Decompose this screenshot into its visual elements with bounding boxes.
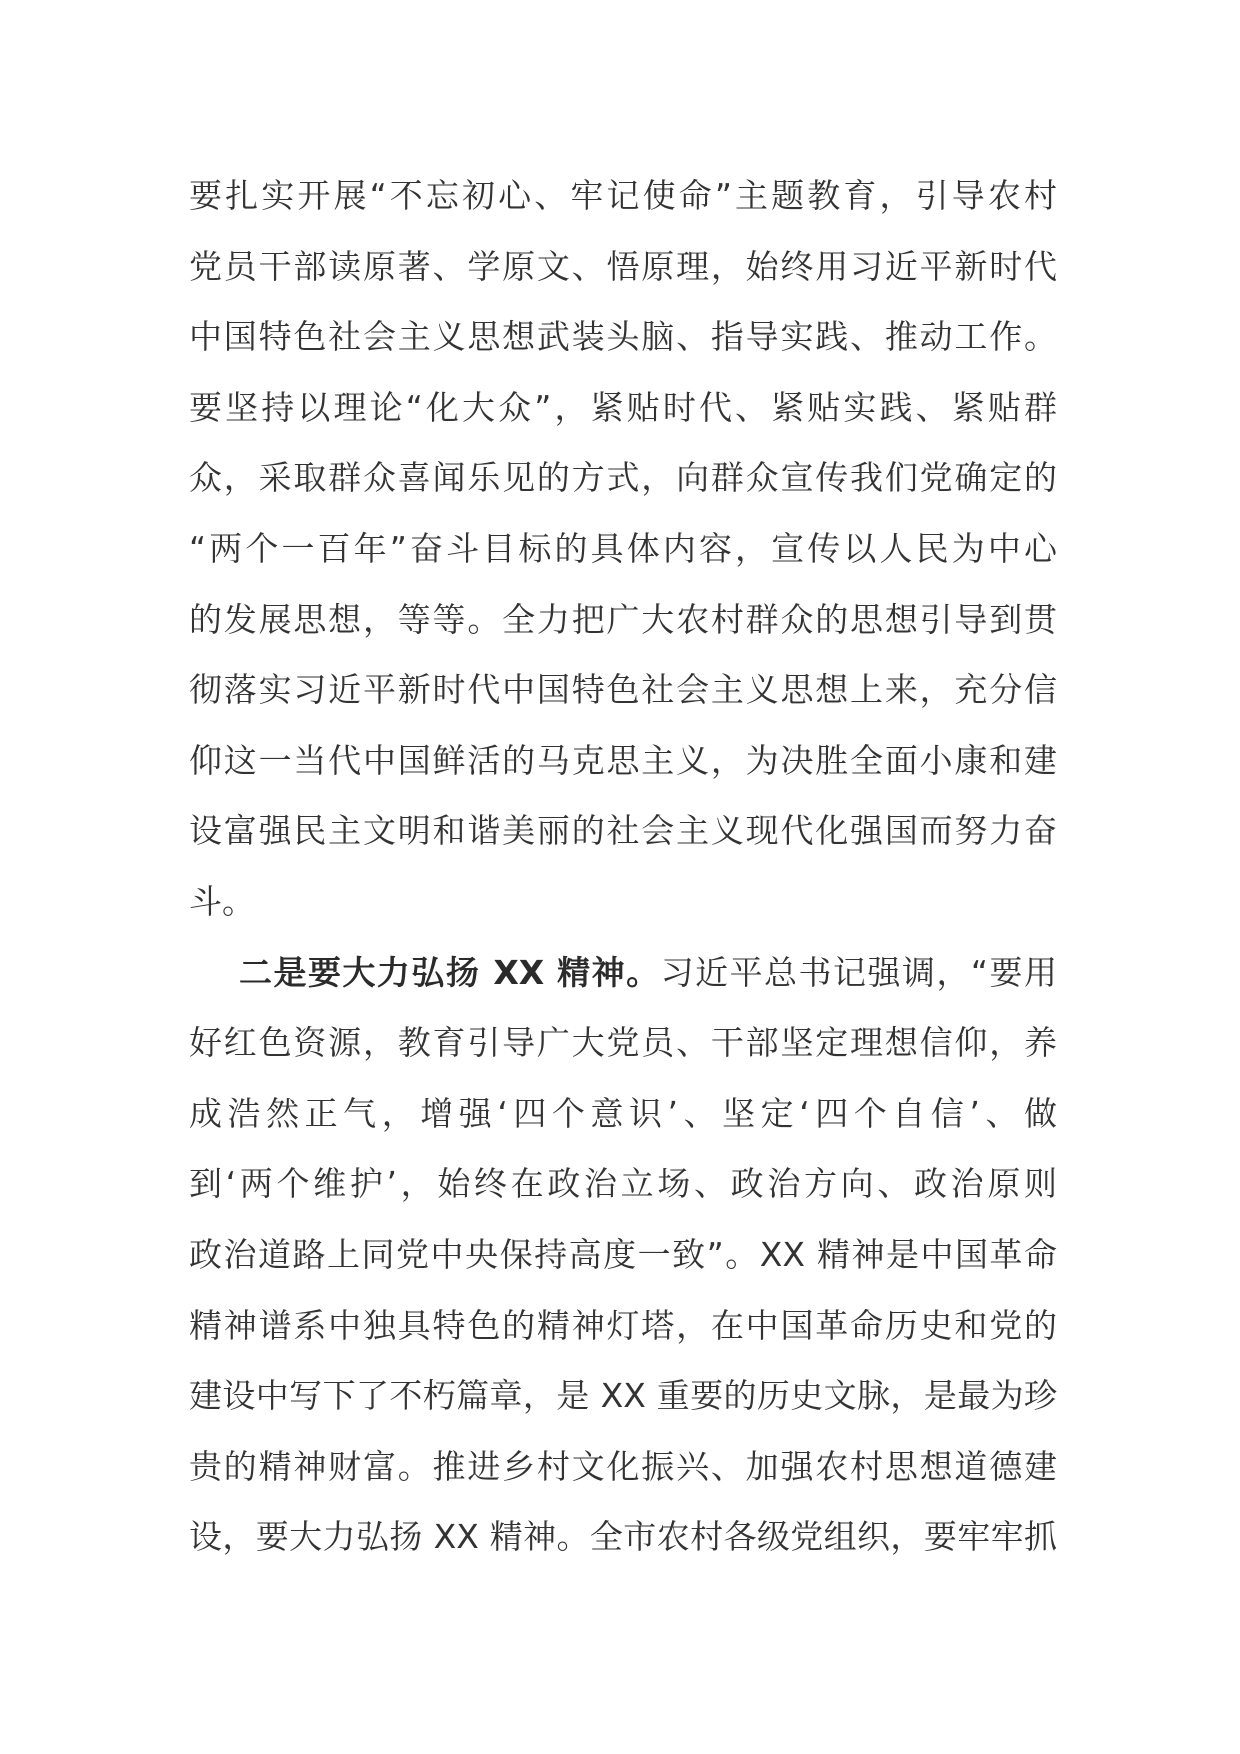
text-line: 要坚持以理论“化大众”，紧贴时代、紧贴实践、紧贴群 — [189, 387, 1057, 427]
first-line-rest: 习近平总书记强调，“要用 — [660, 952, 1057, 992]
text-line: 彻落实习近平新时代中国特色社会主义思想上来，充分信 — [189, 670, 1057, 710]
text-line: 党员干部读原著、学原文、悟原理，始终用习近平新时代 — [189, 246, 1057, 286]
text-line: 贵的精神财富。推进乡村文化振兴、加强农村思想道德建 — [189, 1446, 1057, 1486]
text-line-first — [189, 938, 1057, 1009]
text-line: 的发展思想，等等。全力把广大农村群众的思想引导到贯 — [189, 599, 1057, 639]
body-text — [189, 161, 1057, 1573]
text-line: 仰这一当代中国鲜活的马克思主义，为决胜全面小康和建 — [189, 740, 1057, 780]
text-line: 到‘两个维护’，始终在政治立场、政治方向、政治原则 — [189, 1164, 1057, 1204]
bold-lead-sentence: 二是要大力弘扬 XX 精神。 — [239, 952, 661, 992]
text-line: 成浩然正气，增强‘四个意识’、坚定‘四个自信’、做 — [189, 1093, 1057, 1133]
text-line: 设富强民主文明和谐美丽的社会主义现代化强国而努力奋 — [189, 811, 1057, 851]
text-line: 政治道路上同党中央保持高度一致”。XX 精神是中国革命 — [189, 1234, 1057, 1274]
text-line: 好红色资源，教育引导广大党员、干部坚定理想信仰，养 — [189, 1023, 1057, 1063]
text-line: 中国特色社会主义思想武装头脑、指导实践、推动工作。 — [189, 317, 1057, 357]
text-line: 设，要大力弘扬 XX 精神。全市农村各级党组织，要牢牢抓 — [189, 1517, 1057, 1557]
text-line: 建设中写下了不朽篇章，是 XX 重要的历史文脉，是最为珍 — [189, 1376, 1057, 1416]
paragraph-2 — [189, 938, 1057, 1573]
text-line: 要扎实开展“不忘初心、牢记使命”主题教育，引导农村 — [189, 176, 1057, 215]
text-line: 精神谱系中独具特色的精神灯塔，在中国革命历史和党的 — [189, 1305, 1057, 1345]
paragraph-1 — [189, 161, 1057, 938]
text-line: “两个一百年”奋斗目标的具体内容，宣传以人民为中心 — [189, 528, 1057, 568]
text-line: 众，采取群众喜闻乐见的方式，向群众宣传我们党确定的 — [189, 458, 1057, 498]
text-line: 斗。 — [189, 881, 255, 921]
